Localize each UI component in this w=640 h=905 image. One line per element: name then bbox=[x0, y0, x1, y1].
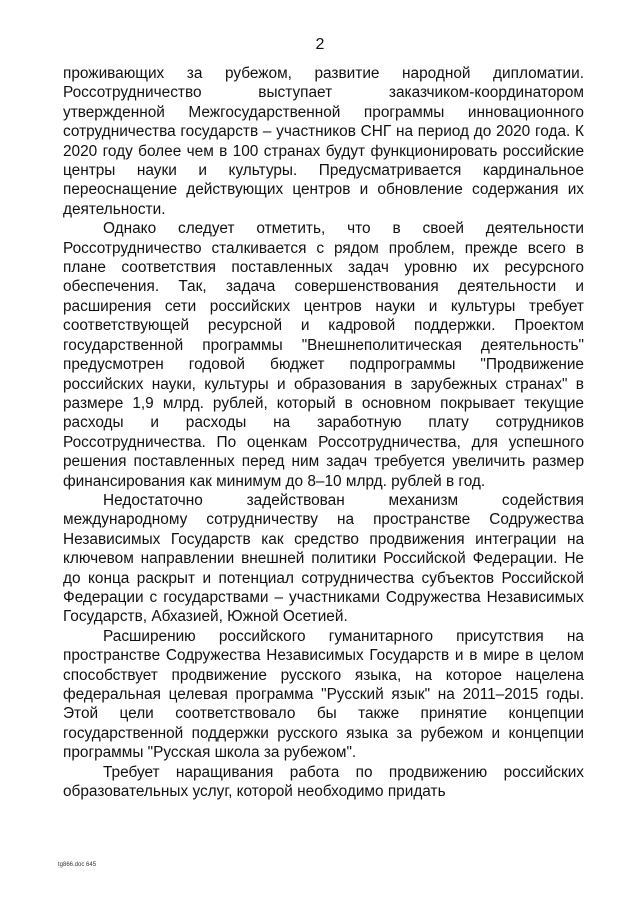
footer-file-reference: tg866.doc 645 bbox=[58, 862, 97, 868]
page-number: 2 bbox=[315, 36, 325, 53]
paragraph: Однако следует отметить, что в своей деятельности Россотрудничество сталкивается с рядом проблем, прежде всего в плане соответствия поставленных задач уровню их ресурсного обеспечения. Так, задача совершенствования деятельности и расширения сети российских центров науки и культуры требует соответствующей ресурсной и кадровой поддержки. Проектом государственной программы "Внешнеполитическая деятельность" предусмотрен годовой бюджет подпрограммы "Продвижение российских науки, культуры и образования в зарубежных странах" в размере 1,9 млрд. рублей, который в основном покрывает текущие расходы и расходы на заработную плату сотрудников Россотрудничества. По оценкам Россотрудничества, для успешного решения поставленных перед ним задач требуется увеличить размер финансирования как минимум до 8–10 млрд. рублей в год. bbox=[63, 220, 584, 490]
paragraph: Недостаточно задействован механизм содействия международному сотрудничеству на пространстве Содружества Независимых Государств как средство продвижения интеграции на ключевом направлении внешней политики Российской Федерации. Не до конца раскрыт и потенциал сотрудничества субъектов Российской Федерации с государствами – участниками Содружества Независимых Государств, Абхазией, Южной Осетией. bbox=[63, 491, 584, 626]
document-body bbox=[63, 64, 584, 801]
paragraph: проживающих за рубежом, развитие народной дипломатии. Россотрудничество выступает заказчиком-координатором утвержденной Межгосударственной программы инновационного сотрудничества государств – участников СНГ на период до 2020 года. К 2020 году более чем в 100 странах будут функционировать российские центры науки и культуры. Предусматривается кардинальное переоснащение действующих центров и обновление содержания их деятельности. bbox=[63, 65, 584, 218]
paragraph: Требует наращивания работа по продвижению российских образовательных услуг, которой необходимо придать bbox=[63, 763, 584, 801]
paragraph: Расширению российского гуманитарного присутствия на пространстве Содружества Независимых Государств и в мире в целом способствует продвижение русского языка, на которое нацелена федеральная целевая программа "Русский язык" на 2011–2015 годы. Этой цели соответствовало бы также принятие концепции государственной поддержки русского языка за рубежом и концепции программы "Русская школа за рубежом". bbox=[63, 627, 584, 762]
